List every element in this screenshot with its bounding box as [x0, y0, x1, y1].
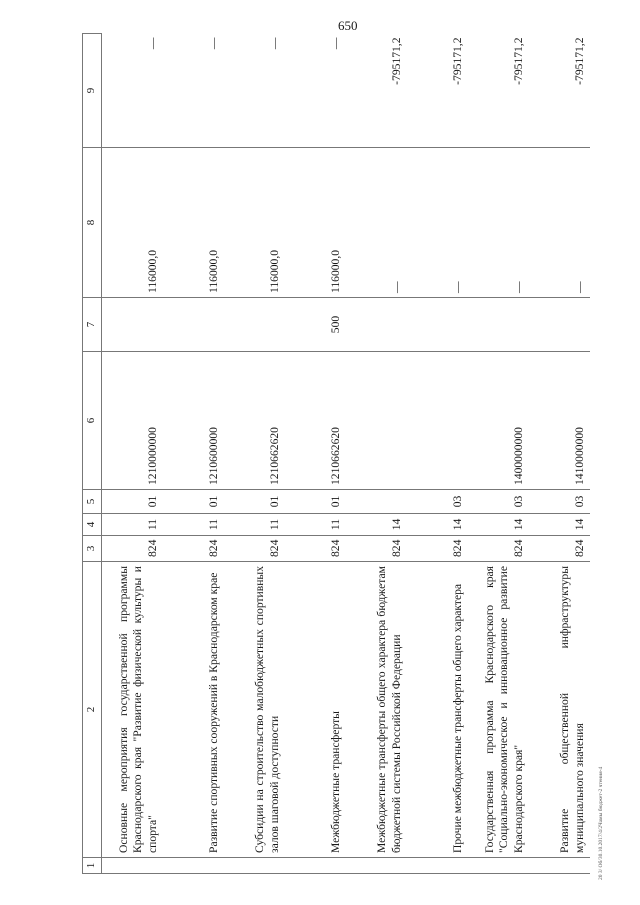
grbs-code: 824 — [285, 536, 346, 562]
empty-cell — [285, 858, 346, 874]
section-code: 14 — [346, 514, 407, 536]
column-number: 7 — [83, 298, 102, 352]
amount-value: — — [407, 148, 468, 298]
section-code: 11 — [102, 514, 164, 536]
empty-cell — [224, 858, 285, 874]
item-name: Государственная программа Краснодарского края "Социально-экономическое и инновационное развитие Краснодарского края" — [468, 562, 529, 858]
expense-type-code — [224, 298, 285, 352]
amount-value: 116000,0 — [224, 148, 285, 298]
section-code: 14 — [468, 514, 529, 536]
rotated-budget-table — [82, 34, 612, 874]
empty-cell — [163, 858, 224, 874]
amount-value: 116000,0 — [285, 148, 346, 298]
target-article-code — [407, 352, 468, 490]
subsection-code: 03 — [529, 490, 590, 514]
subsection-code: 01 — [285, 490, 346, 514]
item-name: Прочие межбюджетные трансферты общего характера — [407, 562, 468, 858]
amount-value: — — [346, 148, 407, 298]
item-name: Субсидии на строительство малобюджетных спортивных залов шаговой доступности — [224, 562, 285, 858]
column-number: 5 — [83, 490, 102, 514]
grbs-code: 824 — [224, 536, 285, 562]
column-number: 1 — [83, 858, 102, 874]
item-name: Межбюджетные трансферты — [285, 562, 346, 858]
empty-cell — [102, 858, 164, 874]
change-value: — — [163, 34, 224, 148]
change-value: -795171,2 — [346, 34, 407, 148]
budget-table — [82, 33, 590, 874]
change-value: — — [285, 34, 346, 148]
empty-cell — [468, 858, 529, 874]
table-row — [407, 34, 468, 874]
grbs-code: 824 — [407, 536, 468, 562]
section-code: 11 — [224, 514, 285, 536]
empty-cell — [529, 858, 590, 874]
section-code: 11 — [163, 514, 224, 536]
subsection-code: 01 — [102, 490, 164, 514]
section-code: 14 — [529, 514, 590, 536]
table-row — [468, 34, 529, 874]
item-name: Межбюджетные трансферты общего характера бюджетам бюджетной системы Российской Федерации — [346, 562, 407, 858]
item-name: Развитие спортивных сооружений в Краснодарском крае — [163, 562, 224, 858]
table-row — [529, 34, 590, 874]
target-article-code: 1410000000 — [529, 352, 590, 490]
amount-value: 116000,0 — [102, 148, 164, 298]
empty-cell — [346, 858, 407, 874]
table-row — [102, 34, 164, 874]
expense-type-code — [346, 298, 407, 352]
change-value: -795171,2 — [407, 34, 468, 148]
target-article-code — [346, 352, 407, 490]
expense-type-code — [529, 298, 590, 352]
amount-value: — — [468, 148, 529, 298]
section-code: 11 — [285, 514, 346, 536]
change-value: — — [102, 34, 164, 148]
column-number: 2 — [83, 562, 102, 858]
amount-value: — — [529, 148, 590, 298]
target-article-code: 1210600000 — [163, 352, 224, 490]
target-article-code: 1210662620 — [285, 352, 346, 490]
grbs-code: 824 — [163, 536, 224, 562]
expense-type-code: 500 — [285, 298, 346, 352]
subsection-code: 03 — [407, 490, 468, 514]
table-row — [346, 34, 407, 874]
empty-cell — [407, 858, 468, 874]
item-name: Основные мероприятия государственной программы Краснодарского края "Развитие физической культуры и спорта" — [102, 562, 164, 858]
target-article-code: 1400000000 — [468, 352, 529, 490]
grbs-code: 824 — [346, 536, 407, 562]
column-number-header — [83, 34, 102, 874]
grbs-code: 824 — [529, 536, 590, 562]
section-code: 14 — [407, 514, 468, 536]
expense-type-code — [102, 298, 164, 352]
subsection-code — [346, 490, 407, 514]
expense-type-code — [407, 298, 468, 352]
expense-type-code — [468, 298, 529, 352]
subsection-code: 01 — [163, 490, 224, 514]
item-name: Развитие общественной инфраструктуры муниципального значения — [529, 562, 590, 858]
table-row — [163, 34, 224, 874]
page-number: 650 — [338, 18, 358, 33]
change-value: -795171,2 — [529, 34, 590, 148]
expense-type-code — [163, 298, 224, 352]
column-number: 9 — [83, 34, 102, 148]
change-value: -795171,2 — [468, 34, 529, 148]
column-number: 6 — [83, 352, 102, 490]
column-number: 4 — [83, 514, 102, 536]
table-row — [224, 34, 285, 874]
amount-value: 116000,0 — [163, 148, 224, 298]
column-number: 3 — [83, 536, 102, 562]
target-article-code: 1210000000 — [102, 352, 164, 490]
target-article-code: 1210662620 — [224, 352, 285, 490]
subsection-code: 01 — [224, 490, 285, 514]
column-number: 8 — [83, 148, 102, 298]
grbs-code: 824 — [102, 536, 164, 562]
footer-note: 20 3/ Об/30.10.2017/4/2Чамы бюджет-2 чтения-4 — [598, 766, 604, 880]
grbs-code: 824 — [468, 536, 529, 562]
change-value: — — [224, 34, 285, 148]
subsection-code: 03 — [468, 490, 529, 514]
table-row — [285, 34, 346, 874]
